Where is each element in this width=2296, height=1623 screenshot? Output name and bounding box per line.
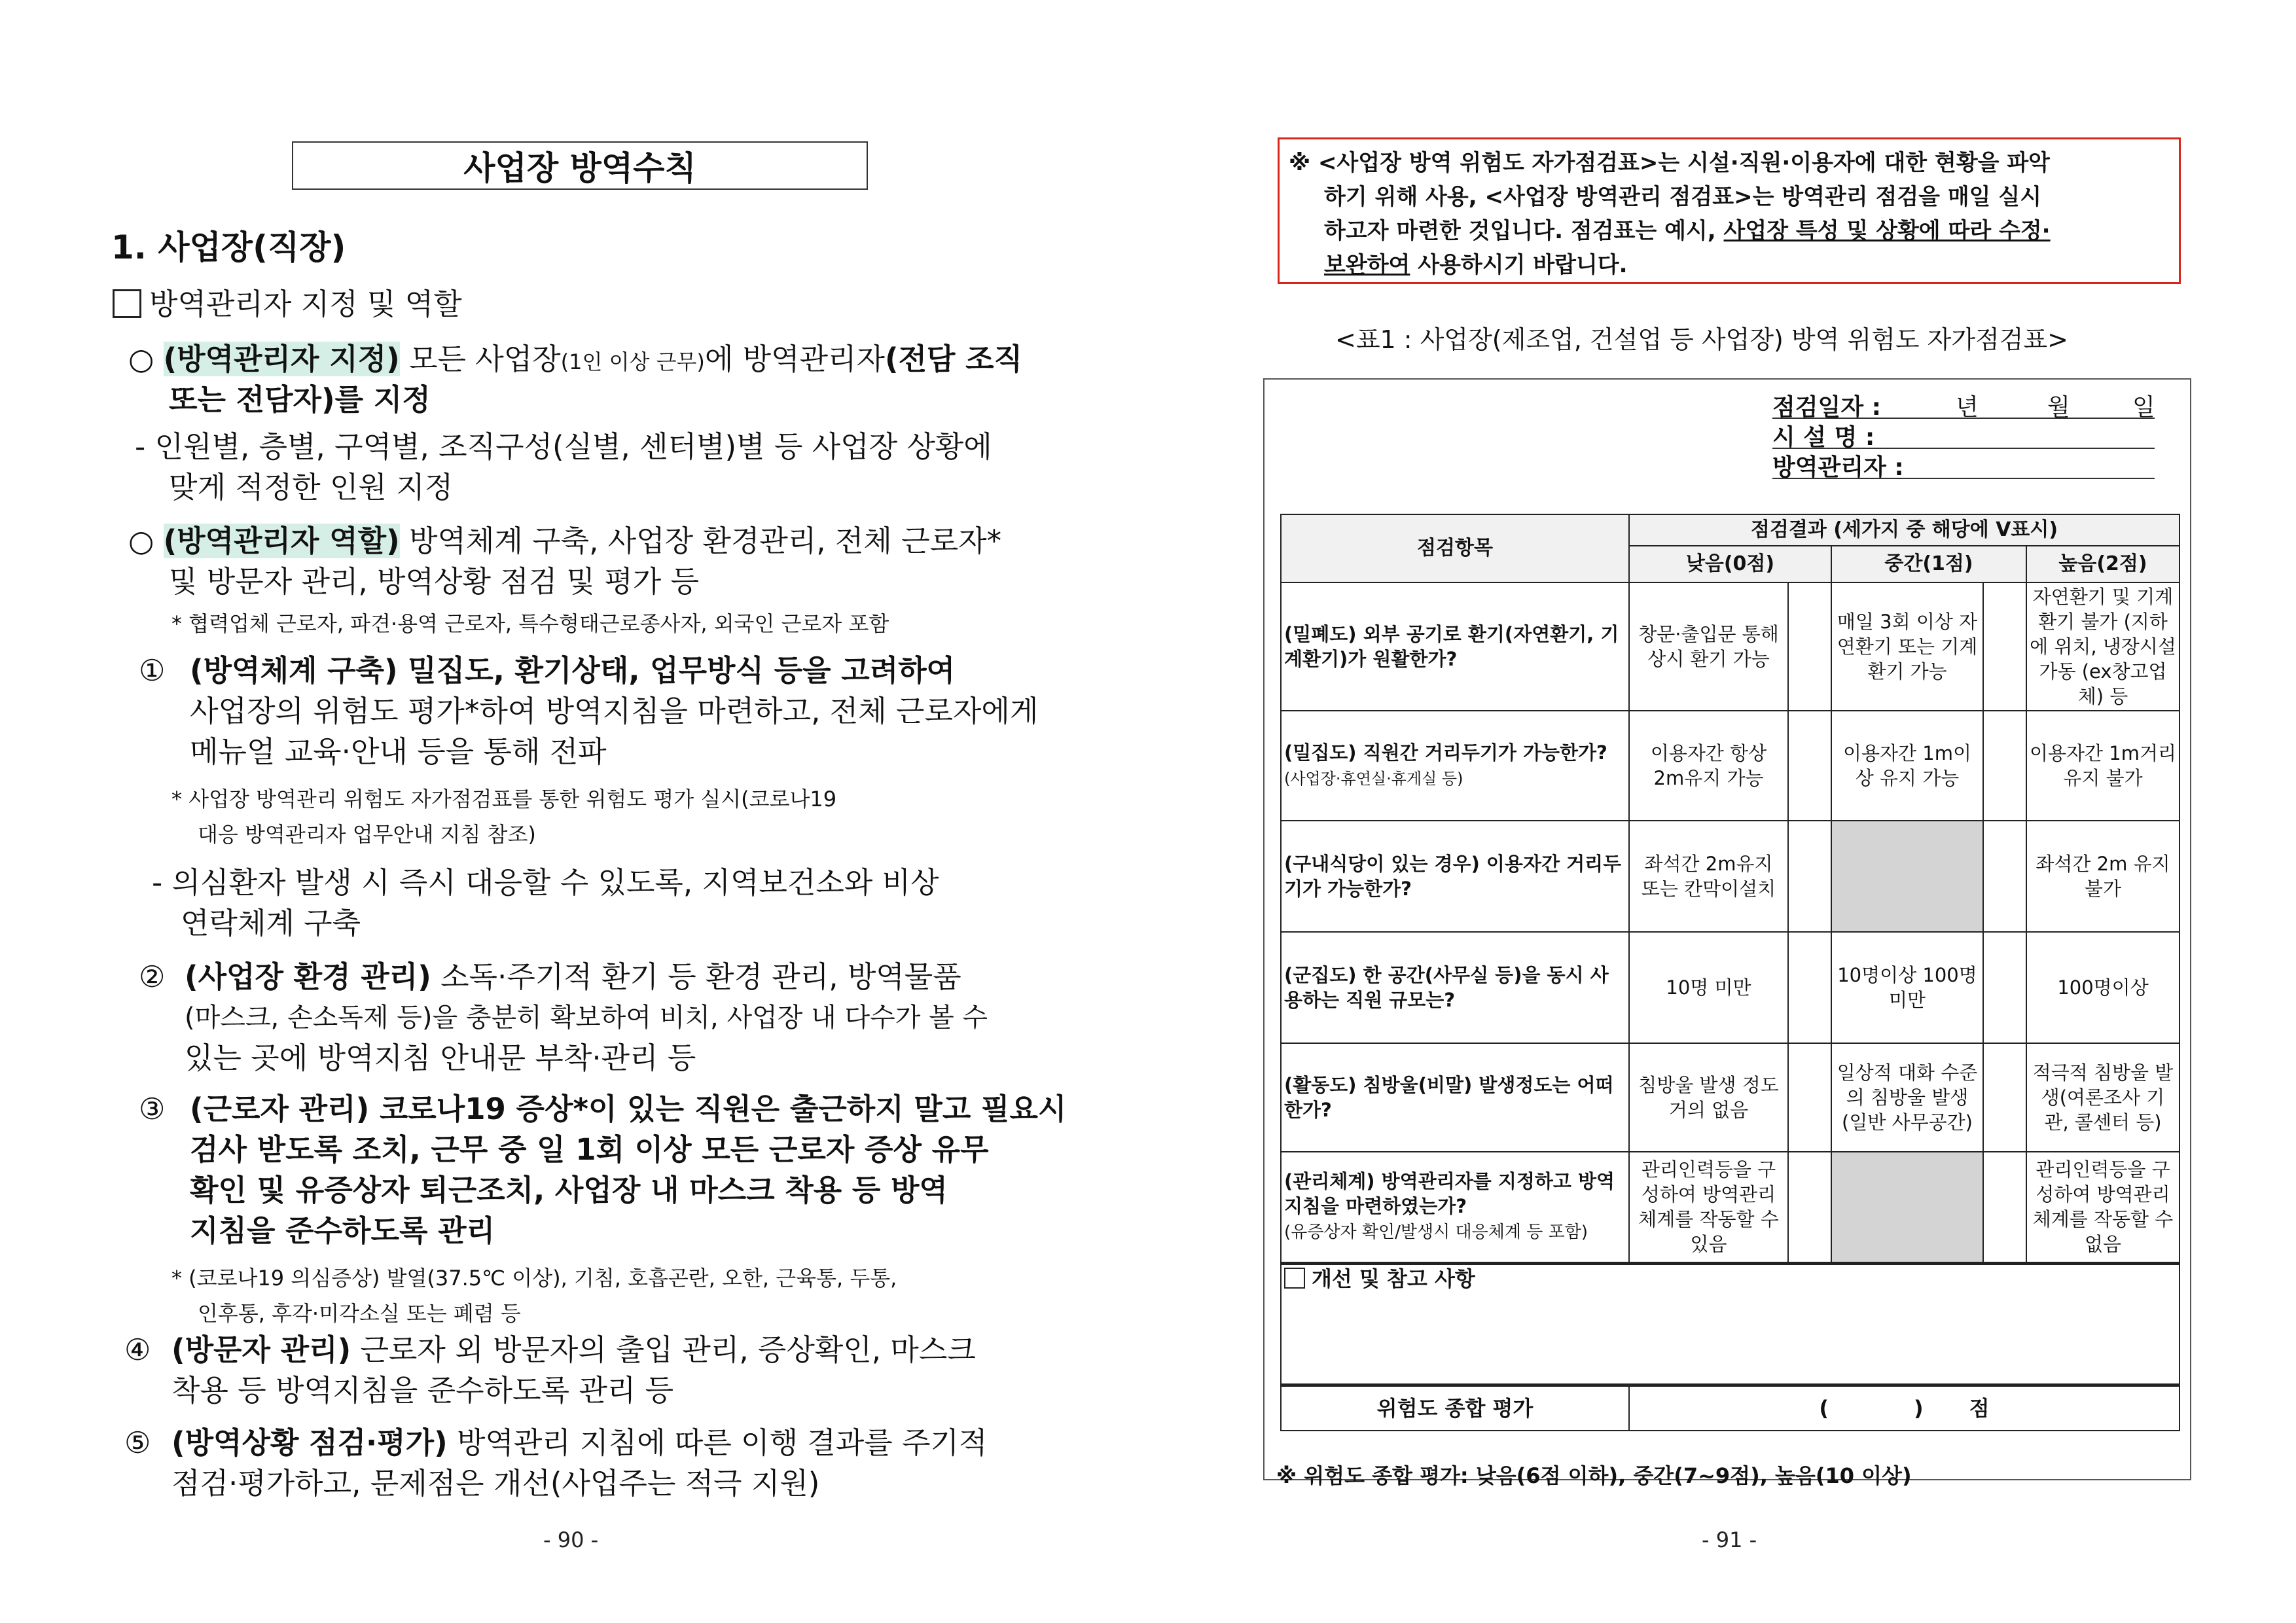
notice-line-4a: 보완하여 [1324, 252, 1410, 278]
row-item-distance-sub: (사업장·휴연실·휴게실 등) [1284, 770, 1463, 788]
subsection-label: 방역관리자 지정 및 역할 [149, 287, 462, 321]
page-number-left: - 90 - [543, 1527, 599, 1552]
item-1-line2: 사업장의 위험도 평가*하여 방역지침을 마련하고, 전체 근로자에게 [190, 694, 1039, 728]
item-4-head: (방문자 관리) [171, 1332, 351, 1367]
table-row [1281, 932, 2179, 1043]
para-designation-head: (방역관리자 지정) [163, 342, 400, 376]
col-header-item: 점검항목 [1281, 514, 1629, 582]
total-unit: 점 [1969, 1395, 1990, 1421]
footnote-symptoms-line2: 인후통, 후각·미각소실 또는 폐렴 등 [198, 1301, 521, 1326]
item-5-tail: 방역관리 지침에 따른 이행 결과를 주기적 [447, 1425, 988, 1460]
row-low: 관리인력등을 구성하여 방역관리체계를 작동할 수 있음 [1629, 1152, 1788, 1263]
check-cell-low[interactable] [1788, 1152, 1831, 1263]
dash-item-emergency: - 의심환자 발생 시 즉시 대응할 수 있도록, 지역보건소와 비상 [152, 865, 939, 900]
checkbox-icon [113, 289, 141, 318]
notice-line-1: ※ <사업장 방역 위험도 자가점검표>는 시설·직원·이용자에 대한 현황을 파악 [1289, 150, 2051, 176]
check-cell-low[interactable] [1788, 711, 1831, 821]
improve-label: 개선 및 참고 사항 [1312, 1266, 1475, 1291]
para-role-line2: 및 방문자 관리, 방역상황 점검 및 평가 등 [169, 564, 699, 599]
item-3-line1 [190, 1089, 1066, 1130]
col-header-result: 점검결과 (세가지 중 해당에 V표시) [1629, 514, 2179, 546]
item-5-line1 [171, 1423, 987, 1463]
row-item-activity: (활동도) 침방울(비말) 발생정도는 어떠한가? [1281, 1043, 1629, 1152]
section-heading: 1. 사업장(직장) [111, 228, 346, 266]
col-header-mid: 중간(1점) [1831, 546, 2026, 582]
manager-label: 방역관리자 : [1772, 454, 1904, 481]
col-header-low: 낮음(0점) [1629, 546, 1831, 582]
item-2-line2: (마스크, 손소독제 등)을 충분히 확보하여 비치, 사업장 내 다수가 볼 수 [185, 1003, 988, 1033]
row-high: 이용자간 1m거리 유지 불가 [2026, 711, 2179, 821]
date-month: 월 [2047, 394, 2070, 421]
total-close-paren: ) [1914, 1395, 1924, 1421]
checkbox-icon [1284, 1268, 1305, 1289]
subsection-heading [113, 280, 462, 323]
row-mid: 이용자간 1m이상 유지 가능 [1831, 711, 1983, 821]
table-row [1281, 821, 2179, 932]
check-cell-low[interactable] [1788, 582, 1831, 711]
row-low: 좌석간 2m유지 또는 칸막이설치 [1629, 821, 1788, 932]
date-day: 일 [2132, 394, 2155, 421]
notice-line-3 [1324, 213, 2051, 245]
check-cell-mid[interactable] [1983, 1043, 2026, 1152]
item-4-line1 [171, 1330, 976, 1370]
row-low: 침방울 발생 정도 거의 없음 [1629, 1043, 1788, 1152]
table-row [1281, 582, 2179, 711]
row-high: 자연환기 및 기계환기 불가 (지하에 위치, 냉장시설 가동 (ex창고업체) 등 [2026, 582, 2179, 711]
item-1-head: (방역체계 구축) [190, 653, 398, 688]
row-high: 100명이상 [2026, 932, 2179, 1043]
row-item-distance [1281, 711, 1629, 821]
table-caption: <표1 : 사업장(제조업, 건설업 등 사업장) 방역 위험도 자가점검표> [1335, 325, 2069, 354]
para-designation-text-b: 에 방역관리자 [704, 342, 885, 376]
notice-line-4 [1324, 247, 1628, 279]
row-high: 적극적 침방울 발생(여론조사 기관, 콜센터 등) [2026, 1043, 2179, 1152]
item-number-2: ② [139, 959, 166, 994]
manager-underline [1772, 478, 2155, 479]
check-cell-mid[interactable] [1983, 711, 2026, 821]
row-mid: 매일 3회 이상 자연환기 또는 기계환기 가능 [1831, 582, 1983, 711]
row-mid: 일상적 대화 수준의 침방울 발생(일반 사무공간) [1831, 1043, 1983, 1152]
dash-item-emergency-line2: 연락체계 구축 [181, 906, 361, 940]
total-open-paren: ( [1819, 1395, 1829, 1421]
row-mid-disabled [1831, 1152, 1983, 1263]
para-designation-small: (1인 이상 근무) [560, 349, 705, 374]
para-designation-bold: (전담 조직 [885, 342, 1023, 376]
check-cell-low[interactable] [1788, 932, 1831, 1043]
footnote-workers: * 협력업체 근로자, 파견·용역 근로자, 특수형태근로종사자, 외국인 근로자 포함 [171, 611, 889, 636]
total-score-cell[interactable] [1629, 1385, 2179, 1431]
item-5-head: (방역상황 점검·평가) [171, 1425, 448, 1460]
total-label: 위험도 종합 평가 [1281, 1385, 1629, 1431]
item-number-3: ③ [139, 1092, 166, 1126]
table-row-total [1281, 1385, 2179, 1431]
row-item-management-text: (관리체계) 방역관리자를 지정하고 방역지침을 마련하였는가? [1284, 1170, 1615, 1218]
item-1-line1 [190, 651, 955, 691]
row-low: 창문·출입문 통해 상시 환기 가능 [1629, 582, 1788, 711]
check-cell-mid[interactable] [1983, 582, 2026, 711]
item-4-tail: 근로자 외 방문자의 출입 관리, 증상확인, 마스크 [351, 1332, 976, 1367]
row-item-management [1281, 1152, 1629, 1263]
item-1-line3: 메뉴얼 교육·안내 등을 통해 전파 [190, 734, 607, 769]
item-1-tail: 밀집도, 환기상태, 업무방식 등을 고려하여 [397, 653, 956, 688]
row-high: 관리인력등을 구성하여 방역관리체계를 작동할 수 없음 [2026, 1152, 2179, 1263]
improve-cell[interactable] [1281, 1263, 2179, 1385]
row-item-ventilation: (밀폐도) 외부 공기로 환기(자연환기, 기계환기)가 원활한가? [1281, 582, 1629, 711]
item-2-head: (사업장 환경 관리) [185, 959, 431, 994]
notice-line-2: 하기 위해 사용, <사업장 방역관리 점검표>는 방역관리 점검을 매일 실시 [1324, 184, 2042, 210]
check-cell-low[interactable] [1788, 821, 1831, 932]
check-cell-low[interactable] [1788, 1043, 1831, 1152]
row-low: 10명 미만 [1629, 932, 1788, 1043]
date-label: 점검일자 : [1772, 394, 1882, 421]
check-cell-mid[interactable] [1983, 1152, 2026, 1263]
table-row [1281, 1152, 2179, 1263]
item-number-5: ⑤ [124, 1425, 151, 1460]
notice-line-3b: 사업장 특성 및 상황에 따라 수정· [1723, 218, 2051, 244]
dash-item-staffing: - 인원별, 층별, 구역별, 조직구성(실별, 센터별)별 등 사업장 상황에 [135, 429, 992, 464]
item-2-line1 [185, 957, 961, 997]
page-number-right: - 91 - [1702, 1527, 1757, 1552]
row-mid-disabled [1831, 821, 1983, 932]
row-item-cafeteria: (구내식당이 있는 경우) 이용자간 거리두기가 가능한가? [1281, 821, 1629, 932]
notice-line-3a: 하고자 마련한 것입니다. 점검표는 예시, [1324, 218, 1724, 244]
notice-box [1278, 137, 2181, 284]
item-4-line2: 착용 등 방역지침을 준수하도록 관리 등 [171, 1373, 674, 1408]
table-row-improve [1281, 1263, 2179, 1385]
item-5-line2: 점검·평가하고, 문제점은 개선(사업주는 적극 지원) [171, 1466, 820, 1501]
checklist-table [1280, 514, 2180, 1431]
date-year: 년 [1956, 394, 1979, 421]
scoring-note: ※ 위험도 종합 평가: 낮음(6점 이하), 중간(7~9점), 높음(10 이상) [1276, 1463, 1912, 1488]
item-3-head: (근로자 관리) [190, 1092, 370, 1126]
item-number-4: ④ [124, 1332, 151, 1367]
notice-line-4b: 사용하시기 바랍니다. [1410, 252, 1628, 278]
para-designation-line2: 또는 전담자)를 지정 [169, 382, 431, 417]
item-number-1: ① [139, 653, 166, 688]
row-high: 좌석간 2m 유지 불가 [2026, 821, 2179, 932]
item-3-line2: 검사 받도록 조치, 근무 중 일 1회 이상 모든 근로자 증상 유무 [190, 1132, 989, 1167]
page-title: 사업장 방역수칙 [292, 141, 868, 190]
para-role-text: 방역체계 구축, 사업장 환경관리, 전체 근로자* [399, 524, 1002, 558]
footnote-risk-eval-line2: 대응 방역관리자 업무안내 지침 참조) [198, 822, 536, 847]
check-cell-mid[interactable] [1983, 932, 2026, 1043]
item-3-line4: 지침을 준수하도록 관리 [190, 1213, 495, 1248]
para-role: ○ (방역관리자 역할) 방역체계 구축, 사업장 환경관리, 전체 근로자* [128, 524, 1002, 558]
item-2-line3: 있는 곳에 방역지침 안내문 부착·관리 등 [185, 1041, 696, 1075]
row-item-crowding: (군집도) 한 공간(사무실 등)을 동시 사용하는 직원 규모는? [1281, 932, 1629, 1043]
row-item-management-sub: (유증상자 확인/발생시 대응체계 등 포함) [1284, 1222, 1588, 1243]
row-low: 이용자간 항상 2m유지 가능 [1629, 711, 1788, 821]
footnote-symptoms: * (코로나19 의심증상) 발열(37.5℃ 이상), 기침, 호흡곤란, 오한, 근육통, 두통, [171, 1266, 897, 1291]
row-item-distance-text: (밀집도) 직원간 거리두기가 가능한가? [1284, 741, 1607, 764]
footnote-risk-eval: * 사업장 방역관리 위험도 자가점검표를 통한 위험도 평가 실시(코로나19 [171, 787, 837, 812]
para-designation-text: 모든 사업장 [399, 342, 561, 376]
dash-item-staffing-line2: 맞게 적정한 인원 지정 [169, 470, 454, 505]
para-role-head: (방역관리자 역할) [163, 524, 400, 558]
col-header-high: 높음(2점) [2026, 546, 2179, 582]
item-3-tail: 코로나19 증상*이 있는 직원은 출근하지 말고 필요시 [369, 1092, 1067, 1126]
table-row [1281, 1043, 2179, 1152]
para-designation: ○ (방역관리자 지정) 모든 사업장(1인 이상 근무)에 방역관리자(전담 조직 [128, 342, 1023, 376]
check-cell-mid[interactable] [1983, 821, 2026, 932]
row-mid: 10명이상 100명미만 [1831, 932, 1983, 1043]
facility-label: 시 설 명 : [1772, 424, 1875, 451]
item-3-line3: 확인 및 유증상자 퇴근조치, 사업장 내 마스크 착용 등 방역 [190, 1173, 948, 1207]
item-2-tail: 소독·주기적 환기 등 환경 관리, 방역물품 [431, 959, 961, 994]
table-row [1281, 711, 2179, 821]
